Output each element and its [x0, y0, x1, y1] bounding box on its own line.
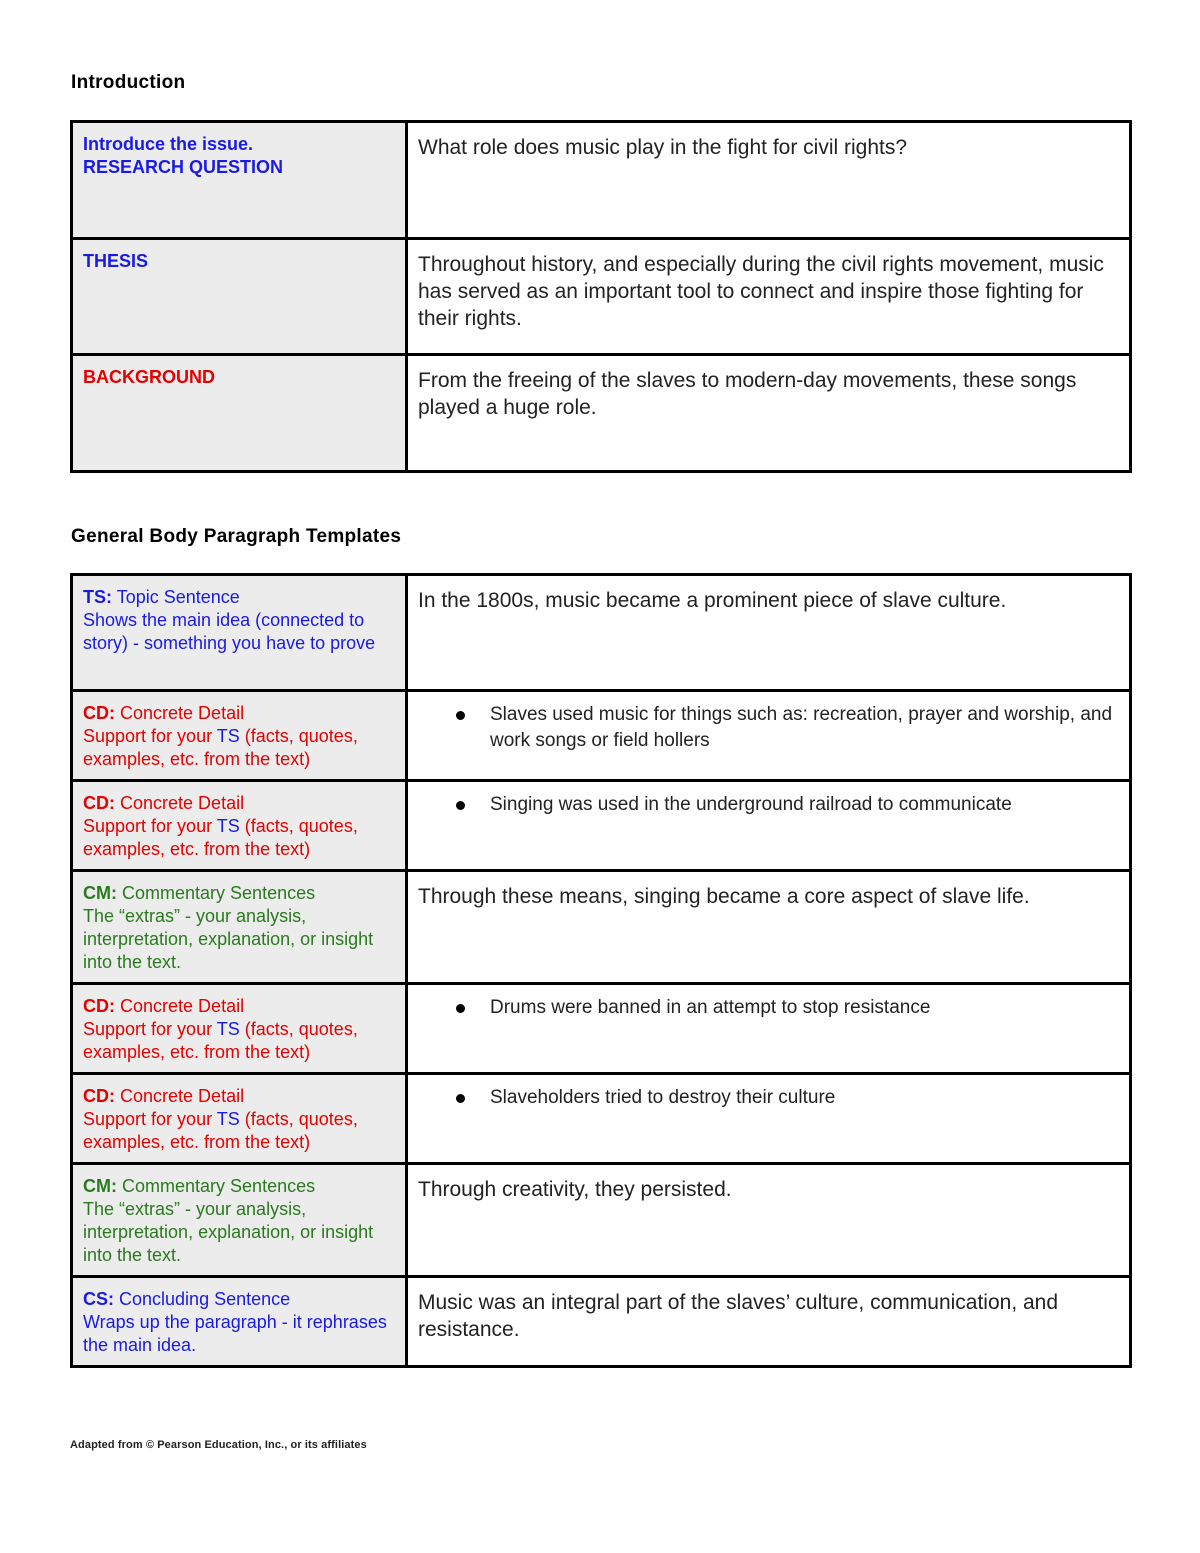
label-desc: Support for your TS (facts, quotes, examples, etc. from the text): [83, 1019, 358, 1062]
commentary-content: Through creativity, they persisted.: [407, 1164, 1131, 1277]
label-abbr: CD:: [83, 703, 115, 723]
label-title: Commentary Sentences: [122, 883, 316, 903]
label-line: THESIS: [83, 251, 149, 271]
label-abbr: CD:: [83, 1086, 115, 1106]
background-content: From the freeing of the slaves to modern-day movements, these songs played a huge role.: [407, 355, 1131, 472]
concrete-detail-label: [72, 691, 407, 781]
research-question-label: [72, 122, 407, 239]
bullet-icon: [456, 711, 465, 720]
label-line: Introduce the issue.: [83, 134, 254, 154]
table-row: [72, 1074, 1131, 1164]
thesis-content: Throughout history, and especially during the civil rights movement, music has served as an important tool to connect and inspire those fighting for their rights.: [407, 239, 1131, 355]
concrete-detail-content: [407, 984, 1131, 1074]
concrete-detail-label: [72, 781, 407, 871]
label-desc: Wraps up the paragraph - it rephrases the main idea.: [83, 1312, 387, 1355]
body-templates-table: [70, 573, 1132, 1368]
table-row: [72, 781, 1131, 871]
footer-attribution: Adapted from © Pearson Education, Inc., or its affiliates: [70, 1439, 367, 1451]
table-row: [72, 239, 1131, 355]
label-title: Concrete Detail: [120, 996, 245, 1016]
table-row: [72, 984, 1131, 1074]
bullet-text: Slaves used music for things such as: recreation, prayer and worship, and work songs or field hollers: [490, 704, 1113, 751]
concluding-sentence-label: [72, 1277, 407, 1367]
concrete-detail-label: [72, 1074, 407, 1164]
table-row: [72, 575, 1131, 691]
concrete-detail-content: [407, 691, 1131, 781]
introduction-table: [70, 120, 1132, 473]
label-abbr: CS:: [83, 1289, 114, 1309]
table-row: [72, 691, 1131, 781]
label-abbr: CM:: [83, 1176, 117, 1196]
concluding-sentence-content: Music was an integral part of the slaves’ culture, communication, and resistance.: [407, 1277, 1131, 1367]
bullet-icon: [456, 801, 465, 810]
concrete-detail-label: [72, 984, 407, 1074]
label-title: Concluding Sentence: [119, 1289, 291, 1309]
bullet-icon: [456, 1094, 465, 1103]
label-desc: The “extras” - your analysis, interpretation, explanation, or insight into the text.: [83, 1199, 374, 1265]
label-line: RESEARCH QUESTION: [83, 157, 284, 177]
label-abbr: TS:: [83, 587, 112, 607]
commentary-content: Through these means, singing became a core aspect of slave life.: [407, 871, 1131, 984]
label-title: Commentary Sentences: [122, 1176, 316, 1196]
label-title: Concrete Detail: [120, 1086, 245, 1106]
label-line: BACKGROUND: [83, 367, 215, 387]
topic-sentence-content: In the 1800s, music became a prominent piece of slave culture.: [407, 575, 1131, 691]
label-desc: The “extras” - your analysis, interpretation, explanation, or insight into the text.: [83, 906, 374, 972]
bullet-text: Drums were banned in an attempt to stop resistance: [490, 997, 931, 1018]
table-row: [72, 1164, 1131, 1277]
label-abbr: CD:: [83, 793, 115, 813]
topic-sentence-label: [72, 575, 407, 691]
concrete-detail-content: [407, 781, 1131, 871]
table-row: [72, 122, 1131, 239]
list-item: [418, 995, 1119, 1021]
thesis-label: [72, 239, 407, 355]
table-row: [72, 1277, 1131, 1367]
background-label: [72, 355, 407, 472]
label-title: Topic Sentence: [116, 587, 240, 607]
commentary-label: [72, 1164, 407, 1277]
label-desc: Support for your TS (facts, quotes, examples, etc. from the text): [83, 816, 358, 859]
commentary-label: [72, 871, 407, 984]
bullet-text: Singing was used in the underground railroad to communicate: [490, 794, 1012, 815]
table-row: [72, 355, 1131, 472]
label-title: Concrete Detail: [120, 793, 245, 813]
list-item: [418, 792, 1119, 818]
label-title: Concrete Detail: [120, 703, 245, 723]
bullet-icon: [456, 1004, 465, 1013]
label-abbr: CD:: [83, 996, 115, 1016]
label-abbr: CM:: [83, 883, 117, 903]
table-row: [72, 871, 1131, 984]
label-desc: Support for your TS (facts, quotes, examples, etc. from the text): [83, 726, 358, 769]
list-item: [418, 702, 1119, 754]
introduction-heading: Introduction: [71, 72, 186, 93]
label-desc: Support for your TS (facts, quotes, examples, etc. from the text): [83, 1109, 358, 1152]
label-desc: Shows the main idea (connected to story) - something you have to prove: [83, 610, 376, 653]
body-templates-heading: General Body Paragraph Templates: [71, 526, 402, 547]
bullet-text: Slaveholders tried to destroy their culture: [490, 1087, 836, 1108]
research-question-content: What role does music play in the fight for civil rights?: [407, 122, 1131, 239]
concrete-detail-content: [407, 1074, 1131, 1164]
list-item: [418, 1085, 1119, 1111]
